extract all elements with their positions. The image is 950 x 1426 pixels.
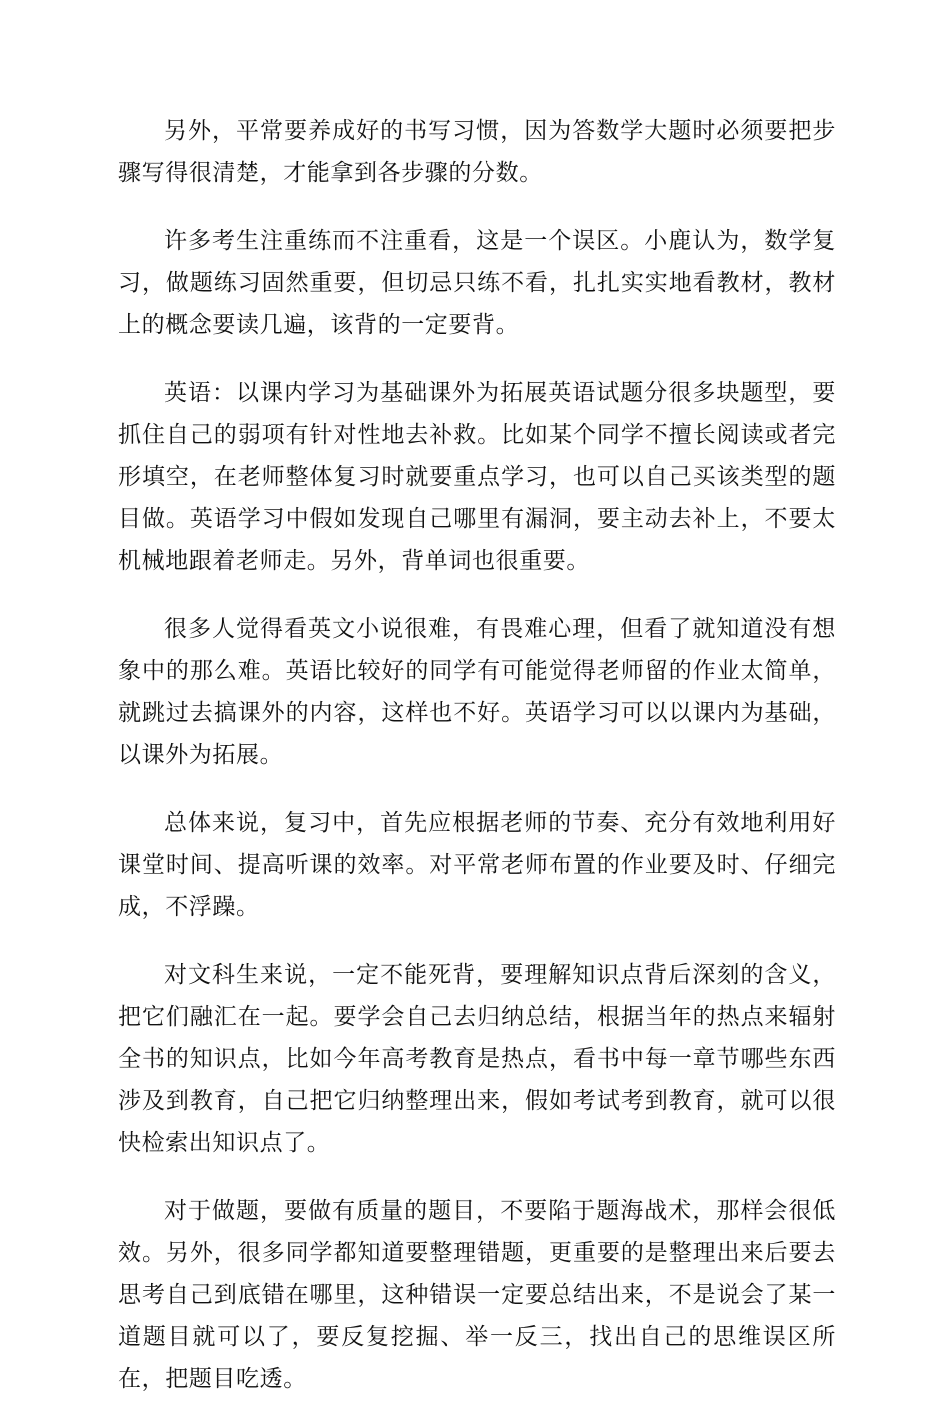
paragraph-liberal-arts: 对文科生来说，一定不能死背，要理解知识点背后深刻的含义，把它们融汇在一起。要学会自己去归纳总结，根据当年的热点来辐射全书的知识点，比如今年高考教育是热点，看书中每一章节哪些东西涉及到教育，自己把它归纳整理出来，假如考试考到教育，就可以很快检索出知识点了。 (118, 962, 836, 1156)
document-body (118, 110, 836, 1426)
paragraph-overall-review: 总体来说，复习中，首先应根据老师的节奏、充分有效地利用好课堂时间、提高听课的效率。对平常老师布置的作业要及时、仔细完成，不浮躁。 (118, 810, 836, 920)
paragraph-handwriting-habit: 另外，平常要养成好的书写习惯，因为答数学大题时必须要把步骤写得很清楚，才能拿到各步骤的分数。 (118, 118, 836, 186)
paragraph-math-review: 许多考生注重练而不注重看，这是一个误区。小鹿认为，数学复习，做题练习固然重要，但切忌只练不看，扎扎实实地看教材，教材上的概念要读几遍，该背的一定要背。 (118, 228, 836, 338)
paragraph-english-reading: 很多人觉得看英文小说很难，有畏难心理，但看了就知道没有想象中的那么难。英语比较好的同学有可能觉得老师留的作业太简单，就跳过去搞课外的内容，这样也不好。英语学习可以以课内为基础，以课外为拓展。 (118, 616, 836, 768)
paragraph-practice-quality: 对于做题，要做有质量的题目，不要陷于题海战术，那样会很低效。另外，很多同学都知道要整理错题，更重要的是整理出来后要去思考自己到底错在哪里，这种错误一定要总结出来，不是说会了某一道题目就可以了，要反复挖掘、举一反三，找出自己的思维误区所在，把题目吃透。 (118, 1198, 836, 1392)
paragraph-english-weakness: 英语：以课内学习为基础课外为拓展英语试题分很多块题型，要抓住自己的弱项有针对性地去补救。比如某个同学不擅长阅读或者完形填空，在老师整体复习时就要重点学习，也可以自己买该类型的题目做。英语学习中假如发现自己哪里有漏洞，要主动去补上，不要太机械地跟着老师走。另外，背单词也很重要。 (118, 380, 836, 574)
